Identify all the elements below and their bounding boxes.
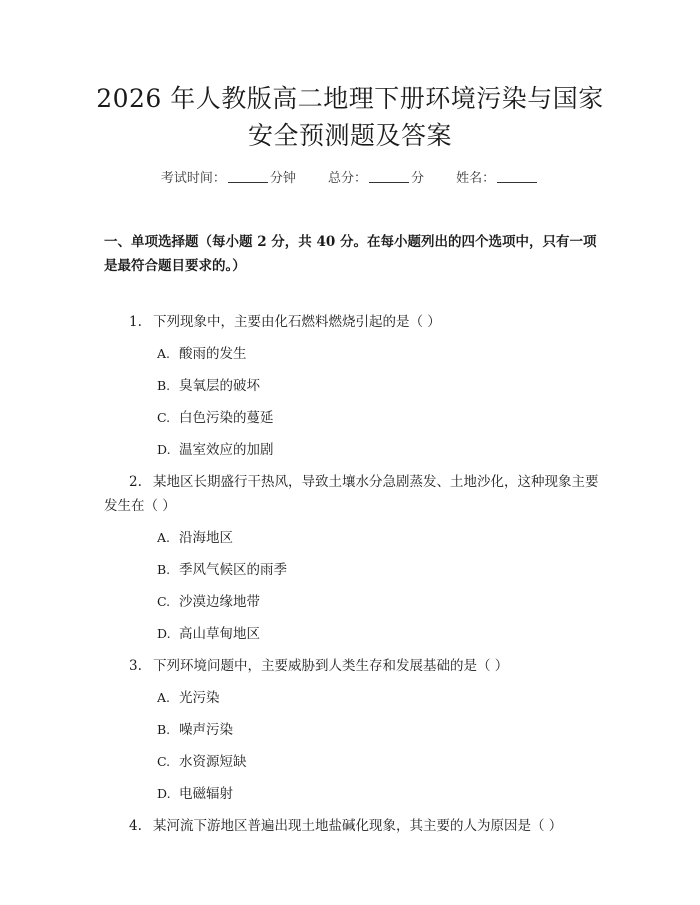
option-letter: A. [157,690,171,705]
student-name-field [456,171,539,186]
question-1 [104,310,604,334]
total-score-unit: 分 [411,171,425,186]
option-letter: B. [157,378,171,393]
option-letter: D. [157,786,171,801]
option-letter: B. [157,722,171,737]
option-letter: C. [157,754,171,769]
exam-time-field [161,171,300,186]
question-stem: 某地区长期盛行干热风，导致土壤水分急剧蒸发、土地沙化，这种现象主要发生在（ ） [104,474,599,514]
question-1-option-a[interactable] [157,342,247,366]
option-text: 水资源短缺 [179,754,247,770]
question-stem: 下列环境问题中，主要威胁到人类生存和发展基础的是（ ） [153,658,509,674]
question-number: 2. [129,474,142,490]
option-text: 沙漠边缘地带 [179,594,260,610]
question-4 [104,814,604,838]
question-number: 1. [129,314,142,330]
option-letter: C. [157,410,171,425]
question-2-option-d[interactable] [157,622,260,646]
option-letter: C. [157,594,171,609]
question-2 [104,470,604,518]
question-number: 3. [129,658,142,674]
option-text: 光污染 [179,690,220,706]
student-name-label: 姓名： [456,171,496,186]
option-text: 温室效应的加剧 [179,442,274,458]
option-letter: B. [157,562,171,577]
question-2-option-b[interactable] [157,558,287,582]
total-score-blank[interactable] [369,170,409,183]
option-letter: A. [157,346,171,361]
question-stem: 下列现象中，主要由化石燃料燃烧引起的是（ ） [153,314,441,330]
option-letter: A. [157,530,171,545]
exam-title-line-2: 安全预测题及答案 [247,121,452,150]
option-letter: D. [157,442,171,457]
question-1-option-c[interactable] [157,406,274,430]
question-3-option-b[interactable] [157,718,233,742]
option-text: 沿海地区 [179,530,233,546]
exam-time-label: 考试时间： [160,171,226,186]
option-text: 酸雨的发生 [179,346,247,362]
option-letter: D. [157,626,171,641]
question-3 [104,654,604,678]
question-2-option-c[interactable] [157,590,260,614]
total-score-label: 总分： [327,171,367,186]
question-2-option-a[interactable] [157,526,233,550]
question-1-option-d[interactable] [157,438,274,462]
question-3-option-d[interactable] [157,782,233,806]
exam-time-unit: 分钟 [269,171,296,186]
option-text: 季风气候区的雨季 [179,562,287,578]
question-1-option-b[interactable] [157,374,260,398]
total-score-field [328,171,428,186]
question-3-option-c[interactable] [157,750,247,774]
option-text: 臭氧层的破坏 [179,378,260,394]
exam-meta-row [0,167,700,186]
option-text: 白色污染的蔓延 [179,410,274,426]
option-text: 电磁辐射 [179,786,233,802]
question-stem: 某河流下游地区普遍出现土地盐碱化现象，其主要的人为原因是（ ） [153,818,563,834]
exam-time-blank[interactable] [228,170,268,183]
option-text: 高山草甸地区 [179,626,260,642]
section-heading: 一、单项选择题（每小题 2 分，共 40 分。在每小题列出的四个选项中，只有一项是最符合题目要求的。） [104,234,597,274]
exam-title-line-1: 2026 年人教版高二地理下册环境污染与国家 [96,84,604,113]
option-text: 噪声污染 [179,722,233,738]
question-3-option-a[interactable] [157,686,220,710]
question-number: 4. [129,818,142,834]
student-name-blank[interactable] [497,170,537,183]
